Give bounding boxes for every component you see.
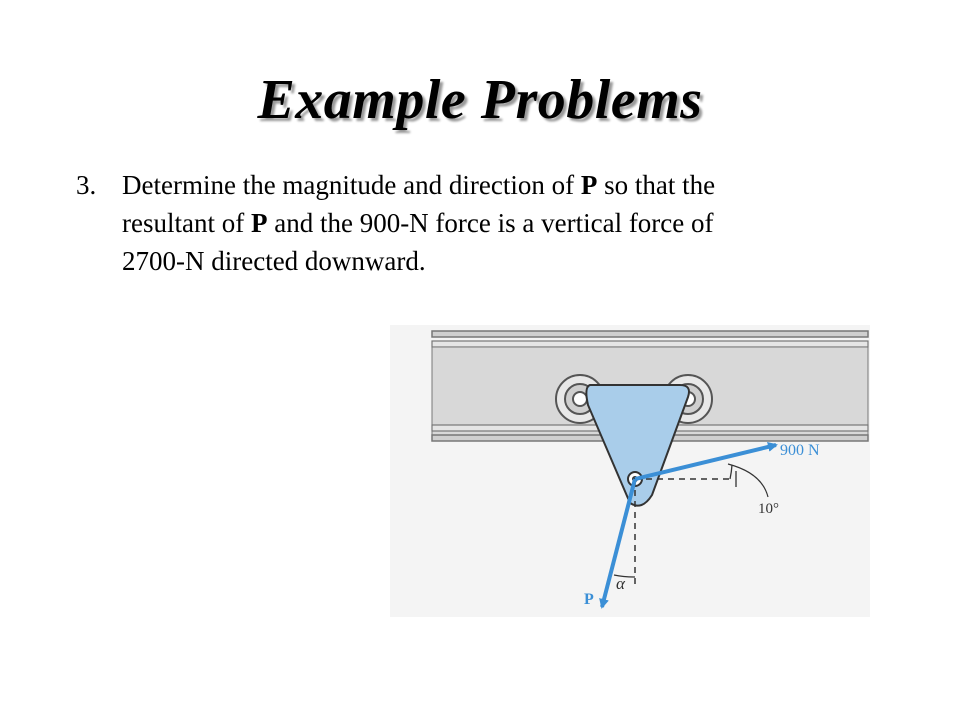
force-900n-label: 900 N: [780, 442, 820, 459]
force-diagram: [390, 325, 870, 617]
problem-text-part2: so that the resultant of: [122, 170, 716, 238]
force-diagram-svg: [390, 325, 870, 617]
force-p-label: P: [584, 591, 594, 608]
problem-number: 3.: [76, 170, 97, 200]
angle-10-label: 10°: [758, 501, 779, 517]
slide-title: Example Problems: [257, 69, 703, 131]
problem-text: [122, 166, 722, 280]
problem-text-part3: and the 900-N force is a vertical force of 2700-N directed downward.: [122, 208, 714, 276]
problem-text-part1: Determine the magnitude and direction of: [122, 170, 581, 200]
alpha-label: α: [616, 574, 625, 593]
force-p-bold-1: P: [580, 170, 598, 200]
force-p-bold-2: P: [250, 208, 268, 238]
